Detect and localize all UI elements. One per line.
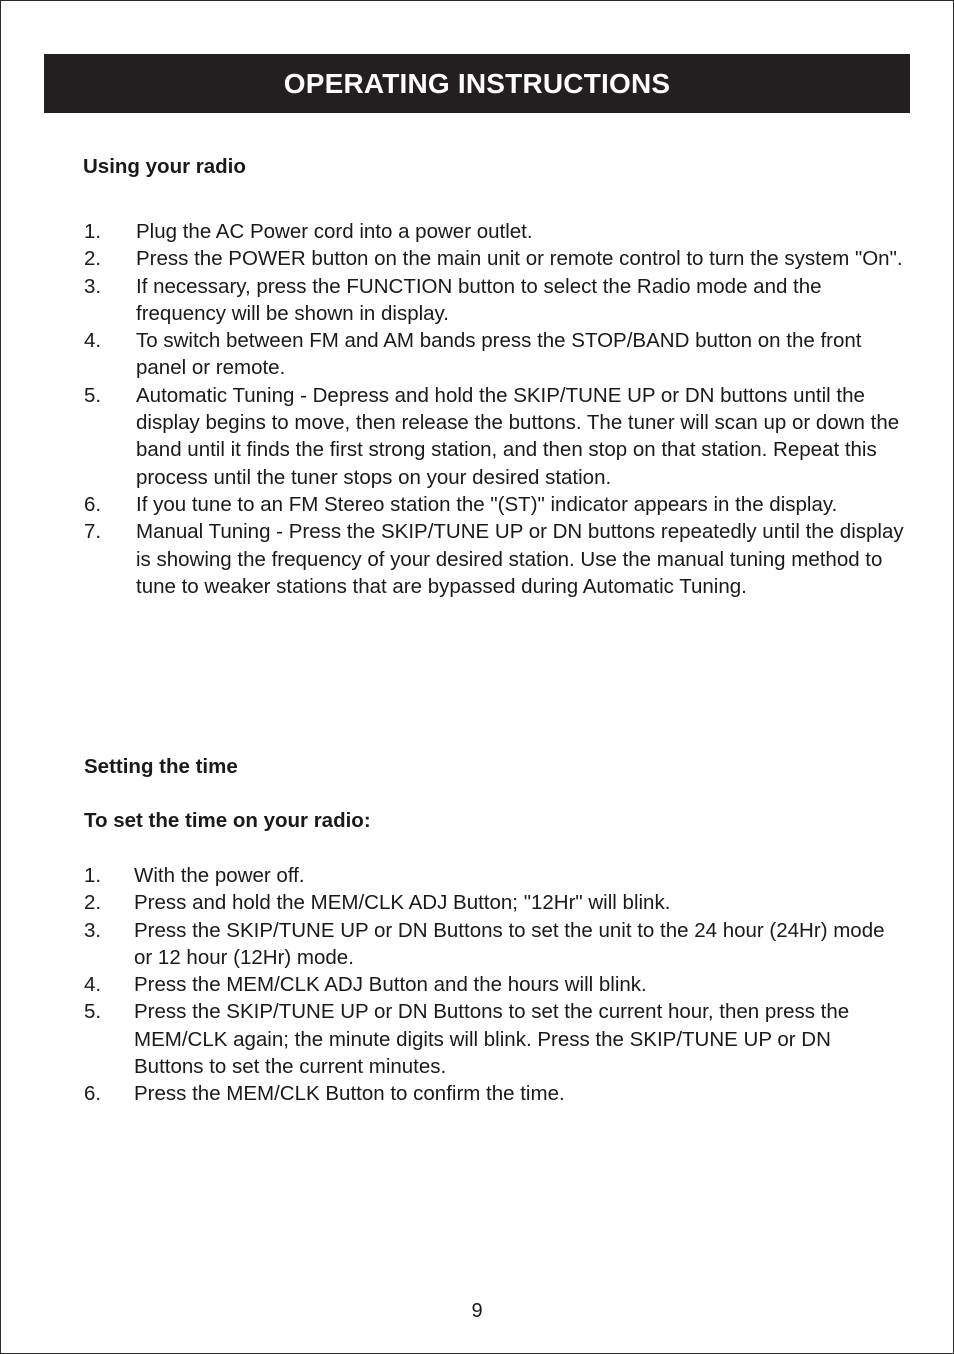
step-number: 4. [84,329,102,353]
step-text: Plug the AC Power cord into a power outlet. [136,220,533,243]
list-item [84,382,904,491]
step-number: 7. [84,520,102,544]
header-bar [44,54,910,113]
time-section-heading: Setting the time [84,755,238,778]
page-number: 9 [471,1300,483,1322]
step-number: 6. [84,1082,102,1106]
step-text: If necessary, press the FUNCTION button to select the Radio mode and the frequency will be shown in display. [136,274,822,325]
list-item [84,327,904,382]
list-item [84,518,904,600]
step-text: With the power off. [134,864,305,887]
step-number: 2. [84,891,102,915]
step-number: 4. [84,973,102,997]
step-number: 6. [84,492,102,516]
step-text: Automatic Tuning - Depress and hold the SKIP/TUNE UP or DN buttons until the display begins to move, then release the buttons. The tuner will scan up or down the band until it finds the first strong station, and then stop on that station. Repeat this process until the tuner stops on your desired station. [136,383,900,489]
step-number: 3. [84,918,102,942]
list-item [84,273,904,328]
step-number: 5. [84,1000,102,1024]
step-text: Manual Tuning - Press the SKIP/TUNE UP or DN buttons repeatedly until the display is showing the frequency of your desired station. Use the manual tuning method to tune to weaker stations that are bypassed during Automatic Tuning. [136,520,904,598]
radio-section-heading: Using your radio [83,155,246,178]
list-item [84,998,904,1080]
step-text: If you tune to an FM Stereo station the "(ST)" indicator appears in the display. [136,492,838,516]
list-item [84,862,904,889]
step-text: Press the SKIP/TUNE UP or DN Buttons to set the unit to the 24 hour (24Hr) mode or 12 hour (12Hr) mode. [134,918,885,969]
list-item [84,218,904,245]
step-text: Press the SKIP/TUNE UP or DN Buttons to set the current hour, then press the MEM/CLK again; the minute digits will blink. Press the SKIP/TUNE UP or DN Buttons to set the current minutes. [134,1000,850,1079]
list-item [84,245,904,272]
radio-steps-list [84,218,904,600]
list-item [84,491,904,518]
step-text: Press the POWER button on the main unit or remote control to turn the system "On". [136,247,903,271]
time-steps-list [84,862,904,1108]
step-text: Press and hold the MEM/CLK ADJ Button; "12Hr" will blink. [134,891,671,915]
step-text: Press the MEM/CLK Button to confirm the time. [134,1082,565,1106]
step-number: 3. [84,274,102,298]
step-number: 2. [84,247,102,271]
list-item [84,917,904,972]
step-text: Press the MEM/CLK ADJ Button and the hours will blink. [134,973,647,997]
list-item [84,971,904,998]
step-number: 1. [84,864,102,887]
list-item [84,1080,904,1107]
step-number: 1. [84,220,102,243]
time-section-subheading: To set the time on your radio: [84,809,371,832]
step-number: 5. [84,383,102,407]
list-item [84,889,904,916]
step-text: To switch between FM and AM bands press the STOP/BAND button on the front panel or remote. [136,329,862,380]
page-title: OPERATING INSTRUCTIONS [283,67,671,99]
